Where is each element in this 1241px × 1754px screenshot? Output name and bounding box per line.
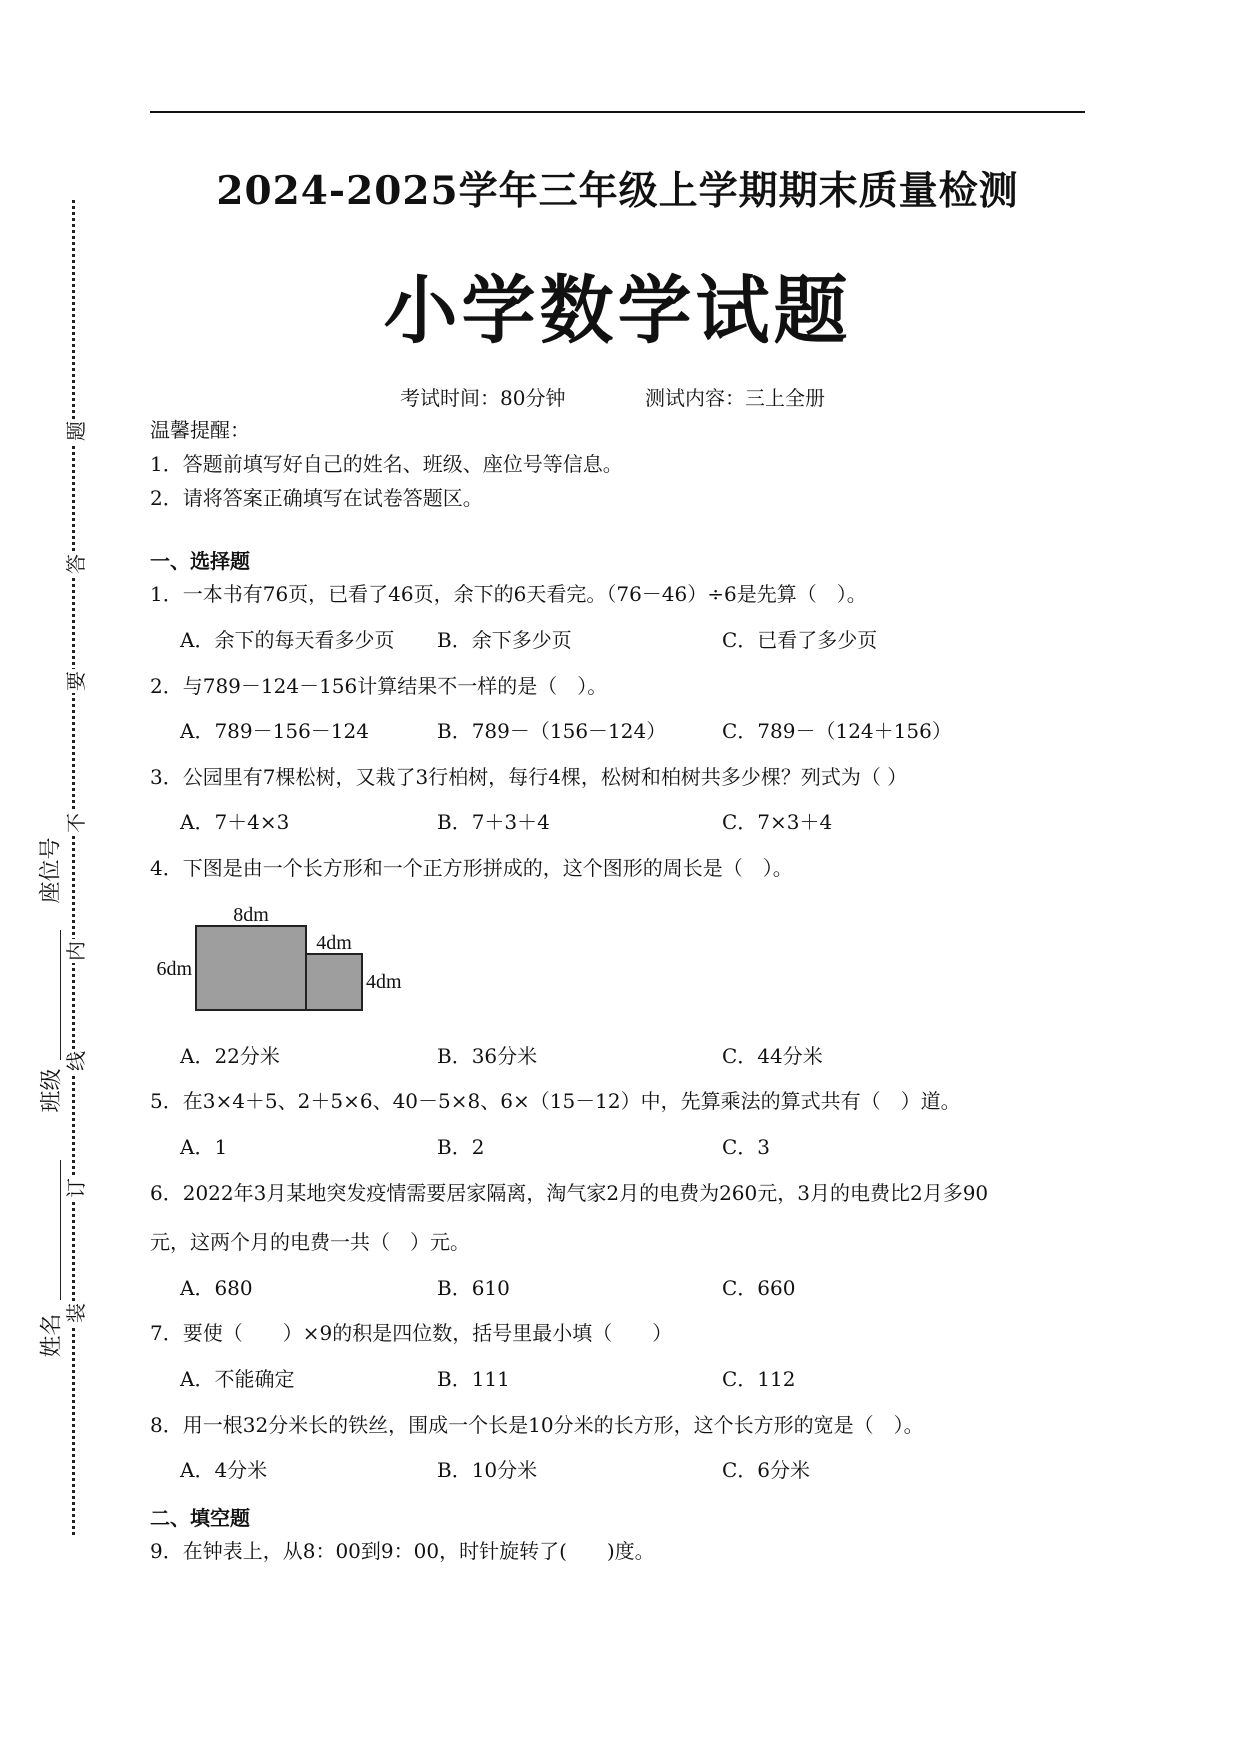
option-b[interactable]: B．7＋3＋4 — [437, 810, 550, 834]
option-a[interactable]: A．680 — [180, 1276, 253, 1300]
question-text: 3．公园里有7棵松树，又栽了3行柏树，每行4棵，松树和柏树共多少棵？列式为（ ） — [150, 765, 908, 789]
question-text: 9．在钟表上，从8：00到9：00，时针旋转了( )度。 — [150, 1539, 655, 1563]
question-text: 5．在3×4＋5、2＋5×6、40－5×8、6×（15－12）中，先算乘法的算式共有（ ）道。 — [150, 1089, 961, 1113]
binding-char: 订 — [64, 1178, 88, 1198]
seat-number-blank[interactable] — [60, 930, 61, 1060]
binding-char: 题 — [64, 421, 88, 441]
question-text: 8．用一根32分米长的铁丝，围成一个长是10分米的长方形，这个长方形的宽是（ ）。 — [150, 1413, 924, 1437]
binding-char: 装 — [64, 1303, 88, 1323]
question-text: 1．一本书有76页，已看了46页，余下的6天看完。（76－46）÷6是先算（ ）。 — [150, 582, 867, 606]
option-c[interactable]: C．660 — [722, 1276, 796, 1300]
option-b[interactable]: B．610 — [437, 1276, 510, 1300]
rectangle-shape — [196, 926, 306, 1010]
section-title: 二、填空题 — [150, 1506, 250, 1530]
question-text: 2．与789－124－156计算结果不一样的是（ ）。 — [150, 674, 608, 698]
question-text-cont: 元，这两个月的电费一共（ ）元。 — [150, 1230, 470, 1254]
binding-dotted-line — [72, 200, 75, 1535]
option-c[interactable]: C．789－（124＋156） — [722, 719, 952, 743]
option-a[interactable]: A．22分米 — [180, 1044, 280, 1068]
reminder-item: 1．答题前填写好自己的姓名、班级、座位号等信息。 — [150, 452, 623, 476]
option-b[interactable]: B．111 — [437, 1367, 510, 1391]
option-a[interactable]: A．7＋4×3 — [180, 810, 290, 834]
option-a[interactable]: A．余下的每天看多少页 — [180, 628, 395, 652]
reminder-item: 2．请将答案正确填写在试卷答题区。 — [150, 486, 483, 510]
option-a[interactable]: A．789－156－124 — [180, 719, 369, 743]
square-shape — [306, 954, 362, 1010]
exam-subtitle: 2024-2025学年三年级上学期期末质量检测 — [216, 168, 1019, 214]
binding-char: 不 — [64, 813, 88, 833]
option-a[interactable]: A．1 — [180, 1135, 228, 1159]
option-c[interactable]: C．112 — [722, 1367, 796, 1391]
question-text: 4．下图是由一个长方形和一个正方形拼成的，这个图形的周长是（ ）。 — [150, 856, 793, 880]
composite-shape-figure — [148, 895, 428, 1015]
option-c[interactable]: C．6分米 — [722, 1458, 811, 1482]
class-label: 班级 — [39, 1068, 65, 1113]
binding-char: 答 — [64, 554, 88, 574]
option-b[interactable]: B．余下多少页 — [437, 628, 572, 652]
square-top-label: 4dm — [316, 932, 352, 954]
question-text: 7．要使（ ）×9的积是四位数，括号里最小填（ ） — [150, 1321, 673, 1345]
option-b[interactable]: B．36分米 — [437, 1044, 538, 1068]
seat-number-label: 座位号 — [38, 837, 64, 904]
option-b[interactable]: B．2 — [437, 1135, 485, 1159]
class-blank[interactable] — [60, 1160, 61, 1300]
option-a[interactable]: A．不能确定 — [180, 1367, 295, 1391]
rect-top-label: 8dm — [233, 904, 269, 926]
option-b[interactable]: B．789－（156－124） — [437, 719, 667, 743]
option-c[interactable]: C．7×3＋4 — [722, 810, 833, 834]
option-a[interactable]: A．4分米 — [180, 1458, 268, 1482]
exam-title: 小学数学试题 — [383, 268, 852, 354]
section-title: 一、选择题 — [150, 549, 250, 573]
header-rule — [150, 111, 1085, 113]
option-b[interactable]: B．10分米 — [437, 1458, 538, 1482]
name-label: 姓名 — [39, 1313, 65, 1358]
exam-content: 测试内容：三上全册 — [645, 386, 825, 410]
option-c[interactable]: C．3 — [722, 1135, 771, 1159]
question-text: 6．2022年3月某地突发疫情需要居家隔离，淘气家2月的电费为260元，3月的电费比2月多90 — [150, 1181, 989, 1205]
reminder-heading: 温馨提醒： — [150, 418, 250, 442]
option-c[interactable]: C．44分米 — [722, 1044, 823, 1068]
binding-char: 要 — [64, 671, 88, 691]
binding-char: 内 — [64, 941, 88, 961]
rect-left-label: 6dm — [156, 958, 192, 980]
exam-time: 考试时间：80分钟 — [400, 386, 566, 410]
option-c[interactable]: C．已看了多少页 — [722, 628, 878, 652]
binding-char: 线 — [64, 1051, 88, 1071]
square-right-label: 4dm — [366, 971, 402, 993]
